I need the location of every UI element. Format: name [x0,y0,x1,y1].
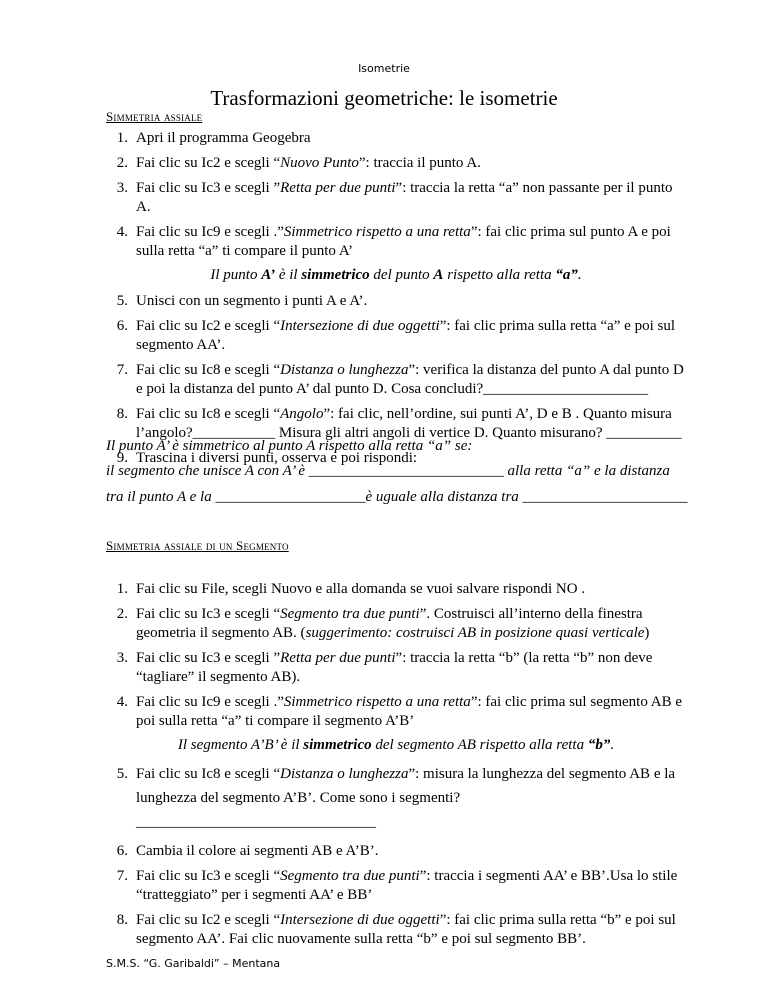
answer-blank[interactable]: __________________________ [308,463,504,479]
item-emphasis: Intersezione di due oggetti [280,318,440,334]
item-text: Fai clic su File, scegli Nuovo e alla domanda se vuoi salvare rispondi NO . [136,581,586,597]
item-number: 4. [116,694,128,710]
item-emphasis: Nuovo Punto [280,155,359,171]
item-text: Apri il programma Geogebra [136,130,311,146]
item-text: Fai clic su Ic3 e scegli “ [136,868,281,884]
item-number: 9. [116,450,128,466]
section-heading-simmetria-segmento: Simmetria assiale di un Segmento [106,538,289,553]
item-number: 5. [116,766,128,782]
item-number: 8. [116,912,128,928]
item-emphasis: Simmetrico rispetto a una retta [283,694,471,710]
item-emphasis: Intersezione di due oggetti [280,912,440,928]
item-text: Fai clic su Ic9 e scegli .” [136,224,284,240]
answer-blank[interactable]: ______________________ [522,489,688,505]
item-number: 3. [116,650,128,666]
item-text: Trascina i diversi punti, osserva e poi rispondi: [136,450,418,466]
section1-list [106,129,686,474]
item-text: Fai clic su Ic3 e scegli ” [136,180,281,196]
item-text: ”: traccia i segmenti AA’ e BB’.Usa lo stile “tratteggiato” per i segmenti AA’ e BB’ [136,868,678,903]
page-footer: S.M.S. “G. Garibaldi” – Mentana [106,957,281,970]
list-item [106,223,686,261]
list-item [106,867,686,905]
list-item [106,842,686,861]
answer-blank[interactable]: ____________________ [215,489,366,505]
item-text: ”: fai clic prima sulla retta “b” e poi sul segmento AA’. Fai clic nuovamente sulla retta “b” e poi sul segmento BB’. [136,912,676,947]
item-text: Fai clic su Ic8 e scegli “ [136,406,281,422]
item-emphasis: Distanza o lunghezza [280,362,409,378]
conclusion-line-3: tra il punto A e la ____________________è uguale alla distanza tra ______________________ [106,489,688,505]
item-number: 2. [116,606,128,622]
item-text: ”: fai clic, nell’ordine, sui punti A’, D e B . Quanto misura l’angolo?___________ Misura gli altri angoli di vertice D. Quanto misurano? __________ [136,406,682,441]
list-item [106,693,686,731]
item-number: 7. [116,868,128,884]
item-text: ) [644,625,650,641]
item-text: ”: fai clic prima sul segmento AB e poi sulla retta “a” ti compare il segmento A’B’ [136,694,683,729]
list-item [106,317,686,355]
item-number: 4. [116,224,128,240]
item-number: 3. [116,180,128,196]
item-emphasis: Retta per due punti [280,180,396,196]
item-emphasis: Distanza o lunghezza [280,766,409,782]
item-text: Fai clic su Ic8 e scegli “ [136,766,281,782]
item-number: 8. [116,406,128,422]
section-heading-simmetria-assiale: Simmetria assiale [106,109,203,124]
item-number: 5. [116,293,128,309]
list-item [106,129,686,148]
conclusion-line-1: Il punto A’ è simmetrico al punto A rispetto alla retta “a” se: [106,438,473,454]
list-item [106,762,686,834]
item-text: ”: fai clic prima sulla retta “a” e poi sul segmento AA’. [136,318,675,353]
list-item [106,292,686,311]
item-text: Fai clic su Ic3 e scegli “ [136,606,281,622]
item-emphasis: Retta per due punti [280,650,396,666]
item-number: 7. [116,362,128,378]
item-number: 2. [116,155,128,171]
item-text: Unisci con un segmento i punti A e A’. [136,293,368,309]
list-item [106,605,686,643]
item-text: ”: misura la lunghezza del segmento AB e la lunghezza del segmento A’B’. Come sono i segmenti?________________________________ [136,766,676,830]
item-text: ”: traccia la retta “a” non passante per il punto A. [136,180,673,215]
item-number: 1. [116,581,128,597]
item-emphasis: Angolo [280,406,324,422]
item-emphasis: Segmento tra due punti [280,606,420,622]
list-item [106,649,686,687]
item-number: 6. [116,318,128,334]
item-text: ”: verifica la distanza del punto A dal punto D e poi la distanza del punto A’ dal punto D. Cosa concludi?______________________ [136,362,684,397]
item-emphasis: suggerimento: costruisci AB in posizione quasi verticale [305,625,645,641]
list-item [106,911,686,949]
item-number: 1. [116,130,128,146]
page-header: Isometrie [358,62,410,75]
item-text: Fai clic su Ic8 e scegli “ [136,362,281,378]
item-text: Fai clic su Ic2 e scegli “ [136,155,281,171]
list-item [106,361,686,399]
item-text: Fai clic su Ic3 e scegli ” [136,650,281,666]
item-emphasis: Segmento tra due punti [280,868,420,884]
item-text: Fai clic su Ic2 e scegli “ [136,912,281,928]
item-text: ”: fai clic prima sul punto A e poi sulla retta “a” ti compare il punto A’ [136,224,671,259]
item-text: Cambia il colore ai segmenti AB e A’B’. [136,843,379,859]
item-text: ”: traccia la retta “b” (la retta “b” non deve “tagliare” il segmento AB). [136,650,653,685]
list-item [106,179,686,217]
item-text: ”: traccia il punto A. [358,155,481,171]
definition-note: Il punto A’ è il simmetrico del punto A rispetto alla retta “a”. [210,267,582,283]
item-text: Fai clic su Ic9 e scegli .” [136,694,284,710]
item-text: Fai clic su Ic2 e scegli “ [136,318,281,334]
list-item [106,580,686,599]
conclusion-line-2: il segmento che unisce A con A’ è __________________________ alla retta “a” e la distanza [106,463,670,479]
list-item [106,154,686,173]
item-number: 6. [116,843,128,859]
item-emphasis: Simmetrico rispetto a una retta [283,224,471,240]
item-text: ”. Costruisci all’interno della finestra geometria il segmento AB. ( [136,606,643,641]
section2-list [106,580,686,955]
page-title: Trasformazioni geometriche: le isometrie [210,86,558,110]
definition-note: Il segmento A’B’ è il simmetrico del segmento AB rispetto alla retta “b”. [177,737,615,753]
